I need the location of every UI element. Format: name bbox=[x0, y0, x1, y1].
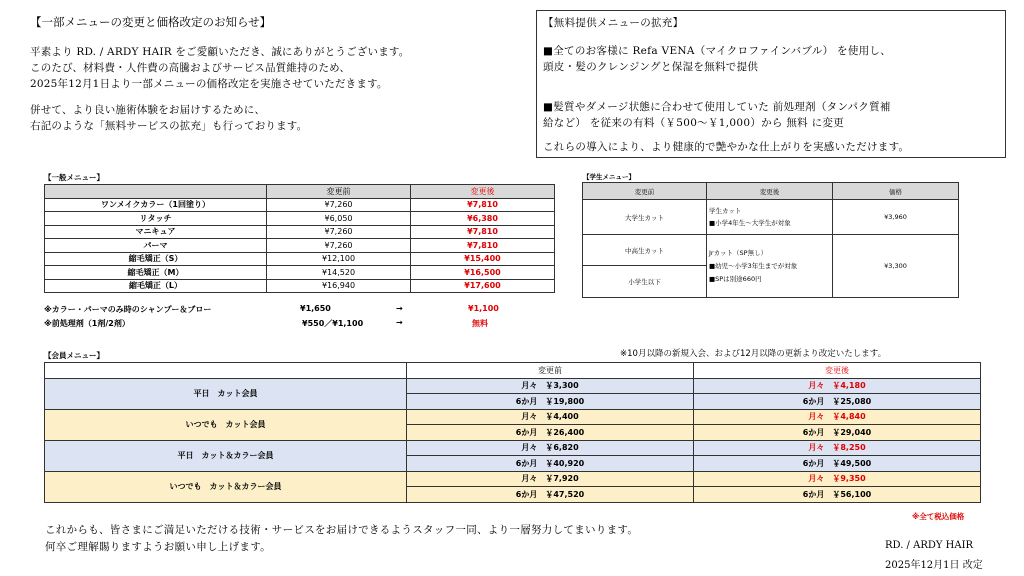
student-price-junior: ¥3,300 bbox=[833, 235, 959, 298]
table-row bbox=[45, 266, 555, 280]
free-service-title: 【無料提供メニューの拡充】 bbox=[543, 17, 684, 29]
plan-name: 平日 カット＆カラー会員 bbox=[45, 440, 407, 471]
student-price-univ: ¥3,960 bbox=[833, 200, 959, 235]
header-price: 価格 bbox=[833, 183, 959, 200]
price-before: ¥12,100 bbox=[267, 252, 411, 266]
price-after: ¥17,600 bbox=[411, 279, 555, 293]
intro-line-3: 2025年12月1日より一部メニューの価格改定を実施させていただきます。 bbox=[30, 78, 388, 90]
table-row bbox=[45, 252, 555, 266]
student-before-highschool: 中高生カット bbox=[583, 235, 707, 266]
student-after-univ-note: ■小学4年生～大学生が対象 bbox=[709, 219, 791, 227]
note-pretreat-after: 無料 bbox=[472, 319, 488, 328]
menu-name: リタッチ bbox=[45, 212, 267, 226]
note-shampoo-before: ¥1,650 bbox=[300, 304, 331, 313]
menu-name: ワンメイクカラー（1回塗り） bbox=[45, 198, 267, 212]
price-after: ¥6,380 bbox=[411, 212, 555, 226]
price-after: ¥15,400 bbox=[411, 252, 555, 266]
menu-name: 縮毛矯正（S） bbox=[45, 252, 267, 266]
student-after-junior-note1: ■幼児～小学3年生までが対象 bbox=[709, 261, 798, 270]
plan-after-six: 6か月 ￥29,040 bbox=[694, 425, 981, 441]
table-row bbox=[45, 409, 981, 425]
plan-before-monthly: 月々 ￥7,920 bbox=[407, 471, 694, 487]
closing-line-1: これからも、皆さまにご満足いただける技術・サービスをお届けできるようスタッフ一同、より一層努力してまいります。 bbox=[45, 524, 639, 536]
free-item2-line1: ■髪質やダメージ状態に合わせて使用していた 前処理剤（タンパク質補 bbox=[543, 101, 891, 113]
free-service-closing: これらの導入により、より健康的で艶やかな仕上がりを実感いただけます。 bbox=[543, 141, 910, 153]
price-after: ¥7,810 bbox=[411, 198, 555, 212]
plan-after-monthly: 月々 ￥4,180 bbox=[694, 378, 981, 394]
student-after-univ bbox=[707, 200, 833, 235]
note-pretreat-label: ※前処理剤（1剤/2剤） bbox=[44, 319, 130, 328]
table-row bbox=[45, 279, 555, 293]
table-row bbox=[45, 471, 981, 487]
header-before: 変更前 bbox=[267, 185, 411, 199]
table-header-row bbox=[583, 183, 959, 200]
student-after-univ-title: 学生カット bbox=[709, 207, 742, 215]
student-menu-label: 【学生メニュー】 bbox=[583, 173, 635, 181]
header-after: 変更後 bbox=[411, 185, 555, 199]
plan-after-monthly: 月々 ￥9,350 bbox=[694, 471, 981, 487]
plan-before-six: 6か月 ￥47,520 bbox=[407, 487, 694, 503]
table-header-row bbox=[45, 363, 981, 379]
note-shampoo-after: ¥1,100 bbox=[468, 304, 499, 313]
intro-line-4: 併せて、より良い施術体験をお届けするために、 bbox=[30, 104, 266, 116]
free-item1-line1: ■全てのお客様に Refa VENA（マイクロファインバブル） を使用し、 bbox=[543, 45, 892, 57]
plan-before-six: 6か月 ￥19,800 bbox=[407, 394, 694, 410]
student-after-junior-title: Jrカット（SP無し） bbox=[709, 248, 768, 257]
note-shampoo-label: ※カラー・パーマのみ時のシャンプー＆ブロー bbox=[44, 305, 212, 314]
free-item1-line2: 頭皮・髪のクレンジングと保湿を無料で提供 bbox=[543, 61, 759, 73]
plan-after-six: 6か月 ￥49,500 bbox=[694, 456, 981, 472]
header-after: 変更後 bbox=[694, 363, 981, 379]
member-menu-table bbox=[44, 362, 981, 503]
table-header-row bbox=[45, 185, 555, 199]
menu-name: 縮毛矯正（M） bbox=[45, 266, 267, 280]
shop-signature: RD. / ARDY HAIR bbox=[885, 540, 974, 551]
table-row bbox=[45, 212, 555, 226]
member-menu-label: 【会員メニュー】 bbox=[44, 351, 104, 360]
price-after: ¥7,810 bbox=[411, 239, 555, 253]
plan-name: いつでも カット＆カラー会員 bbox=[45, 471, 407, 502]
header-cell bbox=[45, 185, 267, 199]
table-row bbox=[583, 235, 959, 266]
price-before: ¥7,260 bbox=[267, 198, 411, 212]
member-menu-note: ※10月以降の新規入会、および12月以降の更新より改定いたします。 bbox=[620, 349, 887, 359]
plan-name: 平日 カット会員 bbox=[45, 378, 407, 409]
table-row bbox=[45, 198, 555, 212]
note-pretreat-arrow: → bbox=[396, 318, 403, 327]
table-row bbox=[45, 378, 981, 394]
header-before: 変更前 bbox=[407, 363, 694, 379]
intro-line-1: 平素より RD. / ARDY HAIR をご愛顧いただき、誠にありがとうございます。 bbox=[30, 46, 410, 58]
table-row bbox=[583, 200, 959, 235]
plan-after-monthly: 月々 ￥8,250 bbox=[694, 440, 981, 456]
plan-after-monthly: 月々 ￥4,840 bbox=[694, 409, 981, 425]
header-cell bbox=[45, 363, 407, 379]
free-service-box bbox=[536, 10, 1006, 158]
plan-name: いつでも カット会員 bbox=[45, 409, 407, 440]
plan-before-six: 6か月 ￥40,920 bbox=[407, 456, 694, 472]
plan-after-six: 6か月 ￥56,100 bbox=[694, 487, 981, 503]
closing-line-2: 何卒ご理解賜りますようお願い申し上げます。 bbox=[45, 541, 271, 553]
header-before: 変更前 bbox=[583, 183, 707, 200]
intro-line-2: このたび、材料費・人件費の高騰およびサービス品質維持のため、 bbox=[30, 62, 351, 74]
revision-date: 2025年12月1日 改定 bbox=[885, 560, 983, 571]
student-before-univ: 大学生カット bbox=[583, 200, 707, 235]
menu-name: パーマ bbox=[45, 239, 267, 253]
price-before: ¥14,520 bbox=[267, 266, 411, 280]
table-row bbox=[45, 225, 555, 239]
price-before: ¥7,260 bbox=[267, 239, 411, 253]
general-menu-label: 【一般メニュー】 bbox=[44, 173, 104, 182]
plan-before-six: 6か月 ￥26,400 bbox=[407, 425, 694, 441]
plan-after-six: 6か月 ￥25,080 bbox=[694, 394, 981, 410]
price-before: ¥6,050 bbox=[267, 212, 411, 226]
price-after: ¥16,500 bbox=[411, 266, 555, 280]
table-row bbox=[45, 440, 981, 456]
price-after: ¥7,810 bbox=[411, 225, 555, 239]
price-before: ¥16,940 bbox=[267, 279, 411, 293]
menu-name: 縮毛矯正（L） bbox=[45, 279, 267, 293]
student-menu-table bbox=[582, 182, 959, 298]
notice-title: 【一部メニューの変更と価格改定のお知らせ】 bbox=[30, 15, 272, 29]
note-shampoo-arrow: → bbox=[396, 304, 403, 313]
menu-name: マニキュア bbox=[45, 225, 267, 239]
header-after: 変更後 bbox=[707, 183, 833, 200]
note-pretreat-before: ¥550／¥1,100 bbox=[302, 319, 364, 328]
student-before-elementary: 小学生以下 bbox=[583, 266, 707, 298]
plan-before-monthly: 月々 ￥3,300 bbox=[407, 378, 694, 394]
intro-line-5: 右記のような「無料サービスの拡充」も行っております。 bbox=[30, 120, 308, 132]
tax-note: ※全て税込価格 bbox=[912, 512, 965, 521]
table-row bbox=[45, 239, 555, 253]
student-after-junior-note2: ■SPは別途660円 bbox=[709, 274, 762, 283]
student-after-junior bbox=[707, 235, 833, 298]
plan-before-monthly: 月々 ￥6,820 bbox=[407, 440, 694, 456]
price-before: ¥7,260 bbox=[267, 225, 411, 239]
general-menu-table bbox=[44, 184, 555, 293]
plan-before-monthly: 月々 ￥4,400 bbox=[407, 409, 694, 425]
free-item2-line2: 給など） を従来の有料（￥500～￥1,000）から 無料 に変更 bbox=[543, 117, 845, 129]
